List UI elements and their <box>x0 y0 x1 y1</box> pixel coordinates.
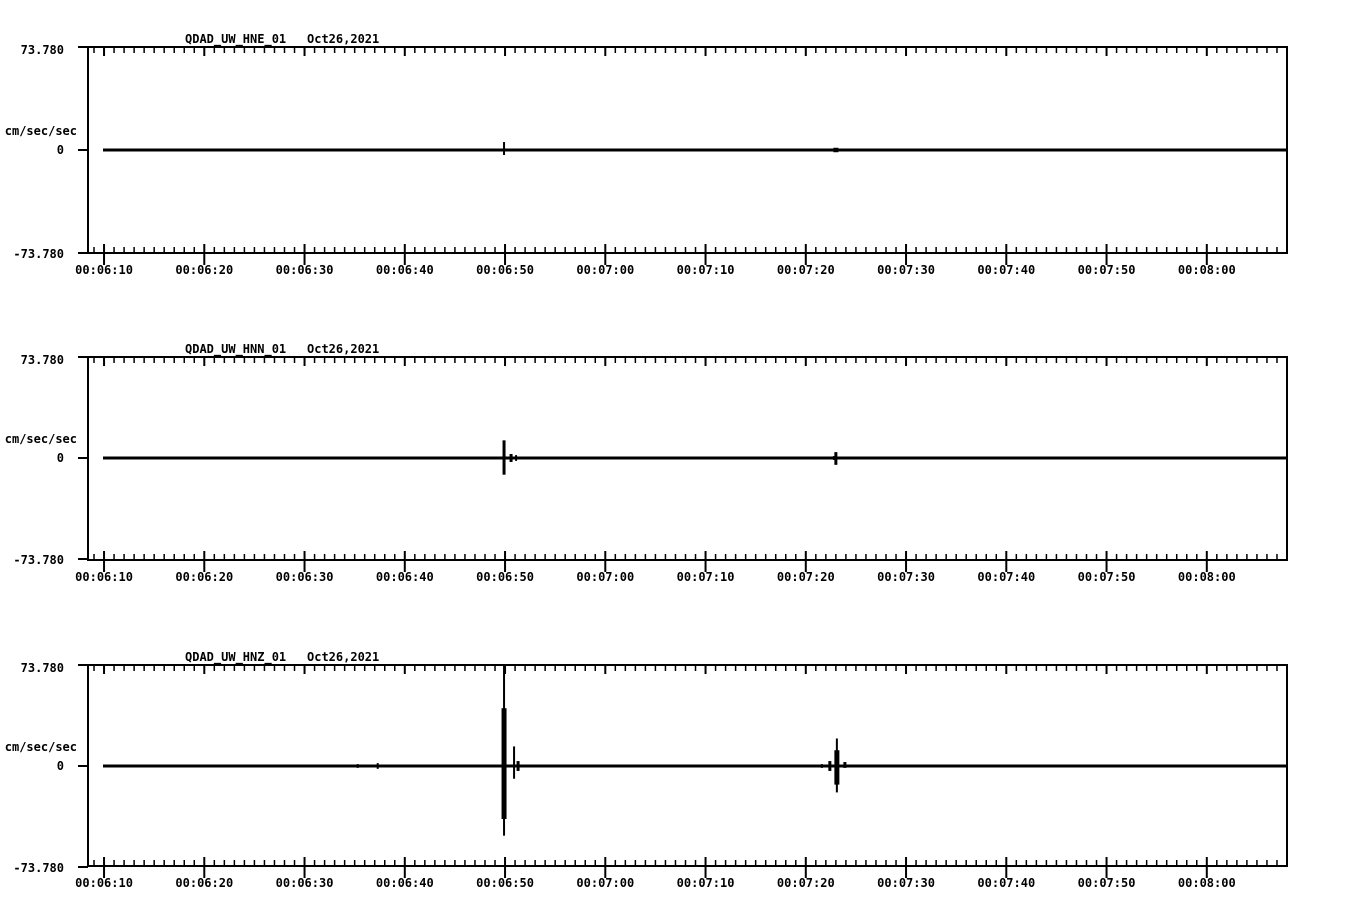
x-tick-label: 00:06:20 <box>175 876 234 890</box>
x-tick-label: 00:06:30 <box>275 263 334 277</box>
x-tick-label: 00:07:20 <box>776 876 835 890</box>
x-tick-label: 00:07:40 <box>977 570 1036 584</box>
spike <box>515 455 517 461</box>
x-tick-label: 00:06:50 <box>476 876 534 890</box>
x-tick-label: 00:07:40 <box>977 263 1036 277</box>
spike <box>830 149 832 151</box>
x-tick-label: 00:07:00 <box>576 570 635 584</box>
y-tick-label: 73.780 <box>20 43 64 57</box>
x-tick-label: 00:07:00 <box>576 876 635 890</box>
panel-date: Oct26,2021 <box>307 650 380 664</box>
panel-title: QDAD_UW_HNN_01 <box>185 342 287 356</box>
x-tick-label: 00:06:30 <box>275 876 334 890</box>
x-tick-label: 00:07:30 <box>877 876 935 890</box>
x-tick-label: 00:07:50 <box>1077 570 1136 584</box>
x-tick-label: 00:07:20 <box>776 263 835 277</box>
spike <box>834 452 837 465</box>
x-tick-label: 00:06:40 <box>375 876 434 890</box>
spike <box>828 761 831 771</box>
x-tick-label: 00:07:10 <box>676 570 735 584</box>
x-tick-label: 00:07:20 <box>776 570 835 584</box>
spike <box>513 746 515 778</box>
x-tick-label: 00:08:00 <box>1177 263 1236 277</box>
x-tick-label: 00:08:00 <box>1177 876 1236 890</box>
x-tick-label: 00:07:30 <box>877 570 935 584</box>
spike <box>503 440 506 474</box>
spike <box>377 763 379 769</box>
spike <box>843 762 846 768</box>
y-tick-label: 0 <box>56 451 64 465</box>
x-tick-label: 00:07:30 <box>877 263 935 277</box>
y-tick-label: 73.780 <box>20 661 64 675</box>
y-tick-label: -73.780 <box>13 247 64 261</box>
spike <box>365 764 367 767</box>
spike <box>833 148 838 152</box>
panel-title: QDAD_UW_HNE_01 <box>185 32 287 46</box>
x-tick-label: 00:07:10 <box>676 876 735 890</box>
x-tick-label: 00:06:20 <box>175 570 234 584</box>
y-tick-label: -73.780 <box>13 553 64 567</box>
x-tick-label: 00:06:30 <box>275 570 334 584</box>
x-tick-label: 00:06:10 <box>75 876 133 890</box>
seismogram-panel-qdad-uw-hnn-01 <box>5 342 1287 584</box>
spike <box>513 149 515 151</box>
y-axis-label: cm/sec/sec <box>4 432 77 446</box>
spike <box>821 764 823 768</box>
y-tick-label: 0 <box>56 759 64 773</box>
x-tick-label: 00:06:50 <box>476 263 534 277</box>
x-tick-label: 00:08:00 <box>1177 570 1236 584</box>
seismogram-panel-qdad-uw-hnz-01 <box>5 650 1287 890</box>
seismogram-panel-qdad-uw-hne-01 <box>5 32 1287 277</box>
x-tick-label: 00:06:10 <box>75 570 133 584</box>
x-tick-label: 00:06:40 <box>375 263 434 277</box>
y-axis-label: cm/sec/sec <box>4 124 77 138</box>
y-tick-label: 0 <box>56 143 64 157</box>
panel-date: Oct26,2021 <box>307 32 380 46</box>
y-axis-label: cm/sec/sec <box>4 740 77 754</box>
x-tick-label: 00:07:50 <box>1077 263 1136 277</box>
panel-title: QDAD_UW_HNZ_01 <box>185 650 287 664</box>
spike-core <box>834 750 839 784</box>
x-tick-label: 00:06:10 <box>75 263 133 277</box>
x-tick-label: 00:07:50 <box>1077 876 1136 890</box>
spike <box>510 454 513 462</box>
x-tick-label: 00:06:50 <box>476 570 534 584</box>
x-tick-label: 00:07:40 <box>977 876 1036 890</box>
x-tick-label: 00:07:00 <box>576 263 635 277</box>
spike <box>357 764 359 768</box>
y-tick-label: -73.780 <box>13 861 64 875</box>
panel-date: Oct26,2021 <box>307 342 380 356</box>
x-tick-label: 00:07:10 <box>676 263 735 277</box>
x-tick-label: 00:06:40 <box>375 570 434 584</box>
spike-core <box>502 708 507 819</box>
y-tick-label: 73.780 <box>20 353 64 367</box>
spike <box>503 142 505 155</box>
x-tick-label: 00:06:20 <box>175 263 234 277</box>
spike <box>517 761 520 771</box>
